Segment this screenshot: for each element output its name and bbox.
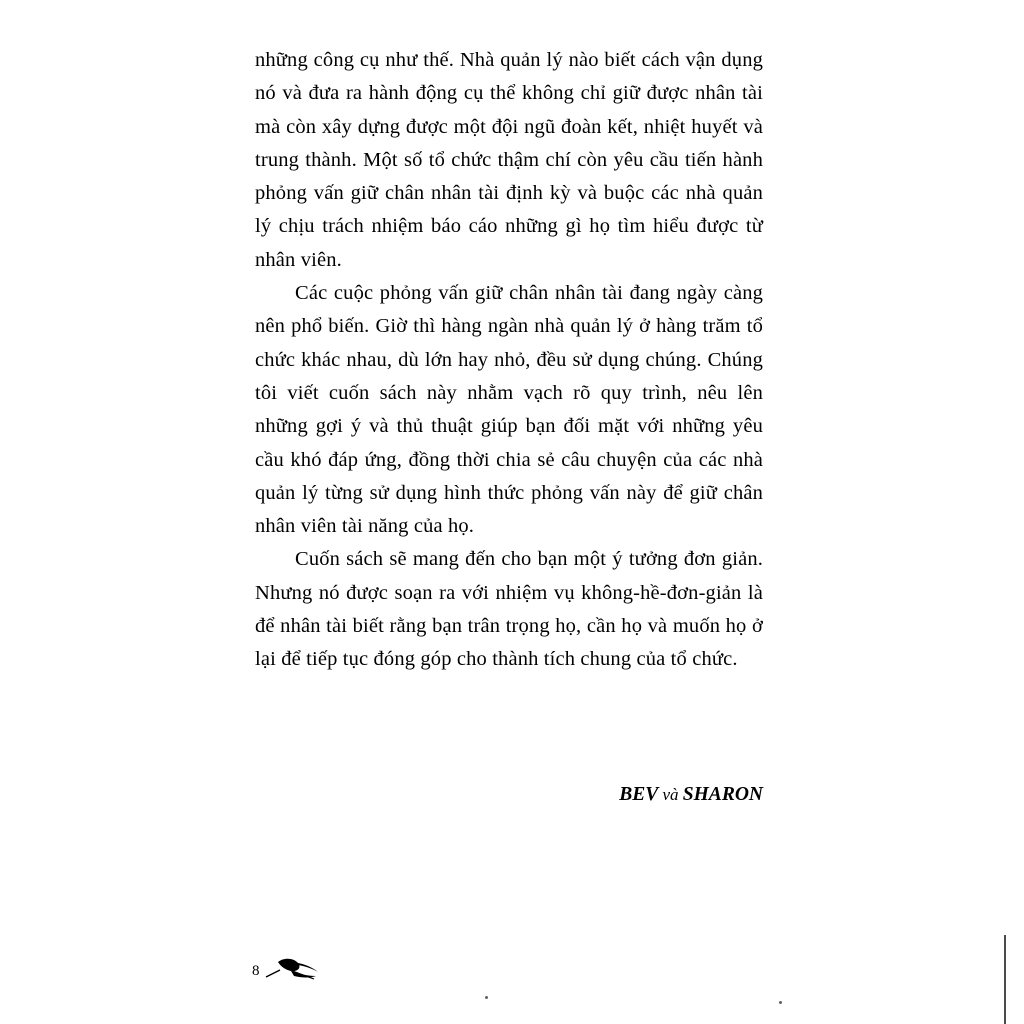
- paragraph: Cuốn sách sẽ mang đến cho bạn một ý tưởng đơn giản. Nhưng nó được soạn ra với nhiệm vụ không-hề-đơn-giản là để nhân tài biết rằng bạn trân trọng họ, cần họ và muốn họ ở lại để tiếp tục đóng góp cho thành tích chung của tổ chức.: [255, 548, 763, 671]
- scan-edge-artifact: [1004, 935, 1006, 1024]
- page-text-column: [255, 44, 763, 677]
- scan-speck: [779, 1001, 782, 1004]
- quill-flourish-icon: [264, 955, 326, 981]
- signature-author-first: BEV: [619, 784, 659, 805]
- scan-speck: [485, 996, 488, 999]
- page-footer: [252, 955, 326, 981]
- signature-conjunction: và: [658, 785, 683, 804]
- signature-author-second: SHARON: [682, 784, 763, 805]
- paragraph: những công cụ như thế. Nhà quản lý nào biết cách vận dụng nó và đưa ra hành động cụ thể không chỉ giữ được nhân tài mà còn xây dựng được một đội ngũ đoàn kết, nhiệt huyết và trung thành. Một số tổ chức thậm chí còn yêu cầu tiến hành phỏng vấn giữ chân nhân tài định kỳ và buộc các nhà quản lý chịu trách nhiệm báo cáo những gì họ tìm hiểu được từ nhân viên.: [255, 49, 763, 271]
- signature-line: [255, 784, 835, 806]
- paragraph: Các cuộc phỏng vấn giữ chân nhân tài đang ngày càng nên phổ biến. Giờ thì hàng ngàn nhà quản lý ở hàng trăm tổ chức khác nhau, dù lớn hay nhỏ, đều sử dụng chúng. Chúng tôi viết cuốn sách này nhằm vạch rõ quy trình, nêu lên những gợi ý và thủ thuật giúp bạn đối mặt với những yêu cầu khó đáp ứng, đồng thời chia sẻ câu chuyện của các nhà quản lý từng sử dụng hình thức phỏng vấn này để giữ chân nhân viên tài năng của họ.: [255, 282, 763, 538]
- page-number: 8: [252, 963, 260, 979]
